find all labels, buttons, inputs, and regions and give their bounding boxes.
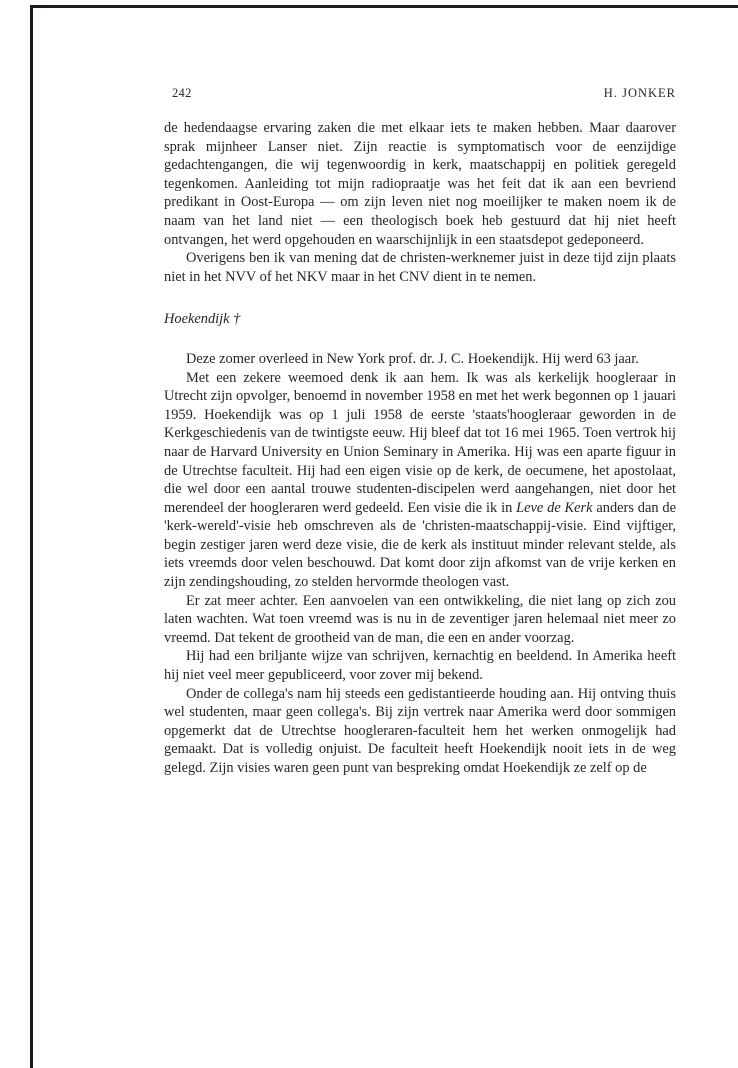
- scan-border-left: [30, 5, 33, 1068]
- paragraph-text: Met een zekere weemoed denk ik aan hem. Ik was als kerkelijk hoogleraar in Utrecht zijn opvolger, benoemd in november 1958 en met het werk begonnen op 1 jauari 1959. Hoekendijk was op 1 juli 1958 de eerste 'staats'hoogleraar geworden in de Kerkgeschiedenis van de twintigste eeuw. Hij bleef dat tot 16 mei 1965. Toen vertrok hij naar de Harvard University en Union Seminary in Amerika. Hij was een aparte figuur in de Utrechtse faculteit. Hij had een eigen visie op de kerk, de oecumene, het apostolaat, die wel door een aantal trouwe studenten-discipelen werd aangehangen, niet door het merendeel der hoogleraren werd gedeeld. Een visie die ik in: [164, 369, 676, 516]
- paragraph-text: anders dan de 'kerk-wereld'-visie heb omschreven als de 'christen-maatschappij-visie. Eind vijftiger, begin zestiger jaren werd deze visie, die de kerk als instituut minder relevant stelde, als iets vreemds door velen beschouwd. Dat komt door zijn afkomst van de vrije kerken en zijn zendingshouding, zo stelden hervormde theologen vast.: [164, 499, 676, 591]
- paragraph: Hij had een briljante wijze van schrijven, kernachtig en beeldend. In Amerika heeft hij niet veel meer gepubliceerd, voor zover mij bekend.: [164, 648, 676, 684]
- page-number: 242: [172, 86, 192, 100]
- book-title: Leve de Kerk: [516, 499, 593, 516]
- running-head: H. JONKER: [603, 86, 676, 100]
- paragraph: Deze zomer overleed in New York prof. dr. J. C. Hoekendijk. Hij werd 63 jaar.: [186, 350, 639, 367]
- paragraph: Er zat meer achter. Een aanvoelen van een ontwikkeling, die niet lang op zich zou laten wachten. Wat toen vreemd was is nu in de zeventiger jaren helemaal niet meer zo vreemd. Dat tekent de grootheid van de man, die een en ander voorzag.: [164, 592, 676, 646]
- paragraph: [164, 369, 676, 592]
- paragraph: Overigens ben ik van mening dat de christen-werknemer juist in deze tijd zijn plaats niet in het NVV of het NKV maar in het CNV dient in te nemen.: [164, 250, 676, 285]
- page-header: [164, 86, 676, 106]
- scan-border-top: [30, 5, 738, 8]
- paragraph: de hedendaagse ervaring zaken die met elkaar iets te maken hebben. Maar daarover sprak mijnheer Lanser niet. Zijn reactie is symptomatisch voor de eenzijdige gedachtengangen, die wij tegenwoordig in kerk, maatschappij en politiek geregeld tegenkomen. Aanleiding tot mijn radiopraatje was het feit dat ik aan een bevriend predikant in Oost-Europa — om zijn leven niet nog moeilijker te maken noem ik de naam van het land niet — een theologisch boek heb gestuurd dat hij niet heeft ontvangen, het werd opgehouden en waarschijnlijk in een staatsdepot gedeponeerd.: [164, 120, 676, 248]
- paragraph: Onder de collega's nam hij steeds een gedistantieerde houding aan. Hij ontving thuis wel studenten, maar geen collega's. Bij zijn vertrek naar Amerika werd door sommigen opgemerkt dat de Utrechtse hoogleraren-faculteit hem het werken onmogelijk had gemaakt. Dat is volledig onjuist. De faculteit heeft Hoekendijk nooit iets in de weg gelegd. Zijn visies waren geen punt van bespreking omdat Hoekendijk ze zelf op de: [164, 685, 676, 776]
- body-text: [164, 119, 676, 778]
- book-page: [164, 86, 676, 778]
- section-heading: Hoekendijk †: [164, 311, 241, 328]
